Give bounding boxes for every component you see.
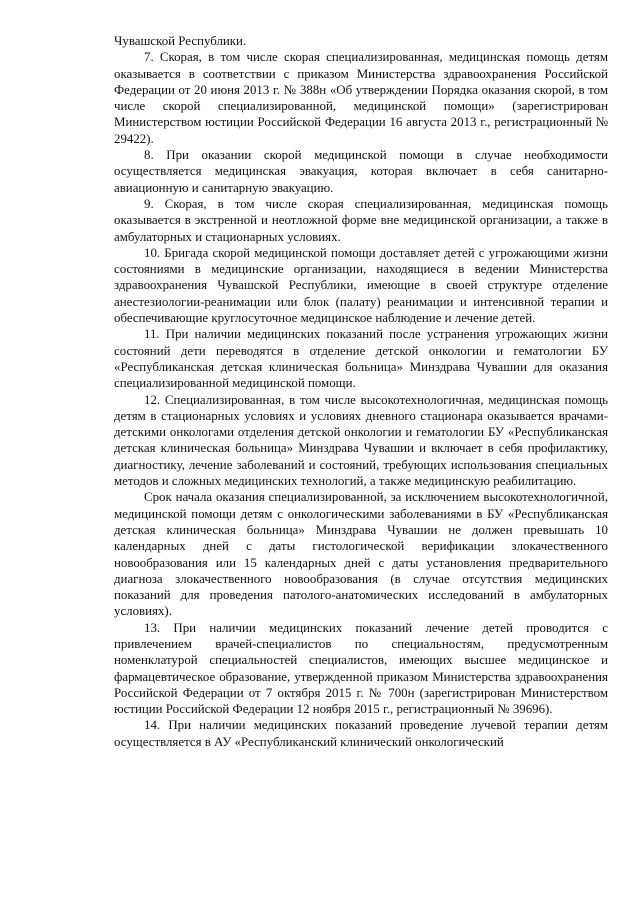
- paragraph-13: 13. При наличии медицинских показаний лечение детей проводится с привлечением врачей-специалистов по специальностям, предусмотренным номенклатурой специальностей специалистов, имеющих высшее медицинское и фармацевтическое образование, утвержденной приказом Министерства здравоохранения Российской Федерации от 7 октября 2015 г. № 700н (зарегистрирован Министерством юстиции Российской Федерации 12 ноября 2015 г., регистрационный № 39696).: [114, 620, 608, 717]
- paragraph-7: 7. Скорая, в том числе скорая специализированная, медицинская помощь детям оказывается в соответствии с приказом Министерства здравоохранения Российской Федерации от 20 июня 2013 г. № 388н «Об утверждении Порядка оказания скорой, в том числе скорой специализированной, медицинской помощи» (зарегистрирован Министерством юстиции Российской Федерации 16 августа 2013 г., регистрационный № 29422).: [114, 50, 608, 146]
- paragraph-12: 12. Специализированная, в том числе высокотехнологичная, медицинская помощь детям в стационарных условиях и условиях дневного стационара оказывается врачами-детскими онкологами отделения детской онкологии и гематологии БУ «Республиканская детская клиническая больница» Минздрава Чувашии и включает в себя профилактику, диагностику, лечение заболеваний и состояний, требующих использования специальных методов и сложных медицинских технологий, а также медицинскую реабилитацию.: [114, 392, 608, 489]
- paragraph-10: 10. Бригада скорой медицинской помощи доставляет детей с угрожающими жизни состояниями в медицинские организации, находящиеся в ведении Министерства здравоохранения Чувашской Республики, имеющие в своей структуре отделение анестезиологии-реанимации или блок (палату) реанимации и интенсивной терапии и обеспечивающие круглосуточное медицинское наблюдение и лечение детей.: [114, 245, 608, 326]
- paragraph-8: 8. При оказании скорой медицинской помощи в случае необходимости осуществляется медицинская эвакуация, которая включает в себя санитарно-авиационную и санитарную эвакуацию.: [114, 148, 608, 195]
- paragraph-11: 11. При наличии медицинских показаний после устранения угрожающих жизни состояний дети переводятся в отделение детской онкологии и гематологии БУ «Республиканская детская клиническая больница» Минздрава Чувашии для оказания специализированной медицинской помощи.: [114, 327, 608, 391]
- paragraph-9: 9. Скорая, в том числе скорая специализированная, медицинская помощь оказывается в экстренной и неотложной форме вне медицинской организации, а также в амбулаторных и стационарных условиях.: [114, 196, 608, 244]
- paragraph-continuation: Чувашской Республики.: [114, 34, 247, 48]
- paragraph-14: 14. При наличии медицинских показаний проведение лучевой терапии детям осуществляется в АУ «Республиканский клинический онкологический: [114, 718, 608, 749]
- document-body: [114, 33, 608, 750]
- paragraph-12-term: Срок начала оказания специализированной, за исключением высокотехнологичной, медицинской помощи детям с онкологическими заболеваниями в БУ «Республиканская детская клиническая больница» Минздрава Чувашии не должен превышать 10 календарных дней с даты гистологической верификации злокачественного новообразования или 15 календарных дней с даты установления предварительного диагноза злокачественного новообразования (в случае отсутствия медицинских показаний для проведения патолого-анатомических исследований в амбулаторных условиях).: [114, 490, 608, 619]
